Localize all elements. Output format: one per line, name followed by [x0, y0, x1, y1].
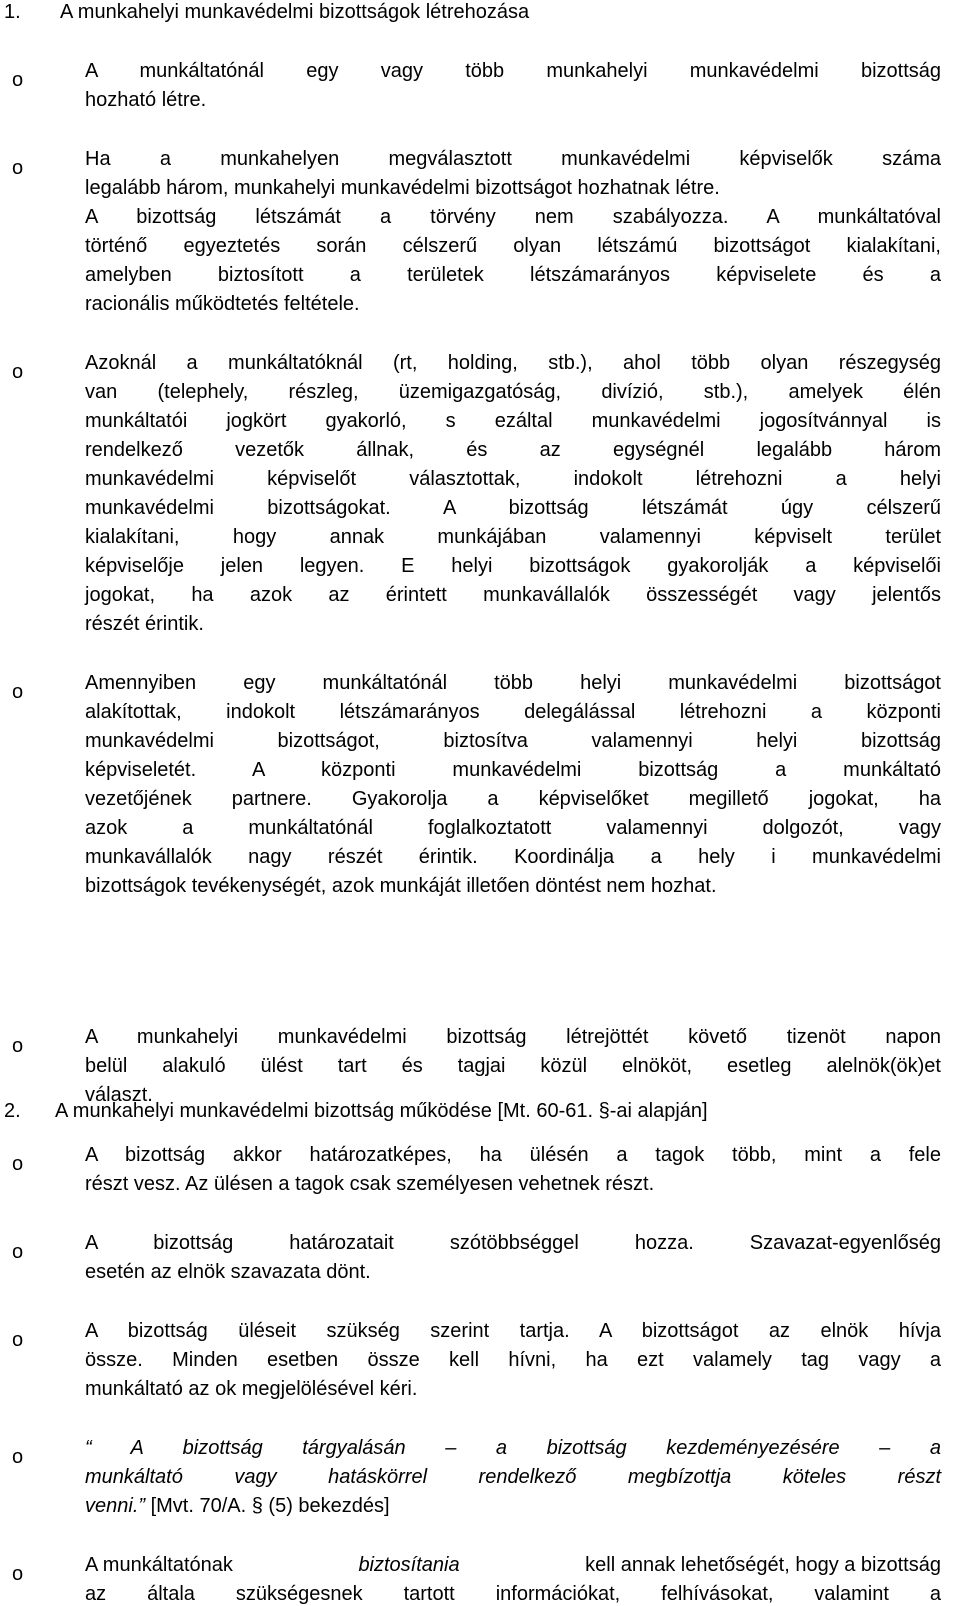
section-title: A munkahelyi munkavédelmi bizottság működése [Mt. 60-61. §-ai alapján] — [55, 1100, 708, 1122]
paragraph-line: belül alakuló ülést tart és tagjai közül elnököt, esetleg alelnök(ök)et — [85, 1055, 941, 1077]
quote-line: “ A bizottság tárgyalásán – a bizottság kezdeményezésére – a — [85, 1437, 941, 1459]
paragraph-line: A bizottság akkor határozatképes, ha ülésén a tagok több, mint a fele — [85, 1144, 941, 1166]
paragraph-line: képviselője jelen legyen. E helyi bizottságok gyakorolják a képviselői — [85, 555, 941, 577]
quote-end-line — [85, 1494, 941, 1518]
paragraph-line: A bizottság létszámát a törvény nem szabályozza. A munkáltatóval — [85, 206, 941, 228]
paragraph-line: részét érintik. — [85, 613, 204, 635]
paragraph-line: rendelkező vezetők állnak, és az egységnél legalább három — [85, 439, 941, 461]
paragraph-line: bizottságok tevékenységét, azok munkáját illetően döntést nem hozhat. — [85, 875, 717, 897]
paragraph-line: történő egyeztetés során célszerű olyan létszámú bizottságot kialakítani, — [85, 235, 941, 257]
paragraph-line: részt vesz. Az ülésen a tagok csak személyesen vehetnek részt. — [85, 1173, 655, 1195]
paragraph-line: munkavállalók nagy részét érintik. Koordinálja a hely i munkavédelmi — [85, 846, 941, 868]
paragraph-line: munkáltató az ok megjelölésével kéri. — [85, 1378, 418, 1400]
bullet-marker: o — [12, 157, 24, 179]
paragraph-line: A munkáltatónál egy vagy több munkahelyi munkavédelmi bizottság — [85, 60, 941, 82]
paragraph-line: amelyben biztosított a területek létszámarányos képviselete és a — [85, 264, 941, 286]
paragraph-line: racionális működtetés feltétele. — [85, 293, 360, 315]
paragraph-line: esetén az elnök szavazata dönt. — [85, 1261, 371, 1283]
paragraph-line: Ha a munkahelyen megválasztott munkavédelmi képviselők száma — [85, 148, 941, 170]
paragraph-line: A munkahelyi munkavédelmi bizottság létrejöttét követő tizenöt napon — [85, 1026, 941, 1048]
paragraph-line: össze. Minden esetben össze kell hívni, ha ezt valamely tag vagy a — [85, 1349, 941, 1371]
paragraph-line: A bizottság határozatait szótöbbséggel hozza. Szavazat-egyenlőség — [85, 1232, 941, 1254]
section-number: 2. — [4, 1100, 21, 1122]
bullet-marker: o — [12, 1563, 24, 1585]
legal-reference: [Mvt. 70/A. § (5) bekezdés] — [150, 1495, 390, 1517]
bullet-marker: o — [12, 1329, 24, 1351]
section-title: A munkahelyi munkavédelmi bizottságok létrehozása — [60, 1, 530, 23]
bullet-marker: o — [12, 1446, 24, 1468]
paragraph-line: A bizottság üléseit szükség szerint tartja. A bizottságot az elnök hívja — [85, 1320, 941, 1342]
paragraph-line: jogokat, ha azok az érintett munkavállalók összességét vagy jelentős — [85, 584, 941, 606]
paragraph-line: kialakítani, hogy annak munkájában valamennyi képviselt terület — [85, 526, 941, 548]
paragraph-line: képviseletét. A központi munkavédelmi bizottság a munkáltató — [85, 759, 941, 781]
paragraph-line: munkavédelmi bizottságot, biztosítva valamennyi helyi bizottság — [85, 730, 941, 752]
bullet-marker: o — [12, 681, 24, 703]
text-fragment: A munkáltatónak — [85, 1554, 233, 1576]
bullet-marker: o — [12, 1153, 24, 1175]
paragraph-line: az általa szükségesnek tartott információkat, felhívásokat, valamint a — [85, 1583, 941, 1605]
paragraph-line: vezetőjének partnere. Gyakorolja a képviselőket megillető jogokat, ha — [85, 788, 941, 810]
emphasis-word: biztosítania — [358, 1554, 460, 1576]
paragraph-line: legalább három, munkahelyi munkavédelmi bizottságot hozhatnak létre. — [85, 177, 720, 199]
paragraph-line: választ. — [85, 1084, 153, 1106]
text-fragment: kell annak lehetőségét, hogy a bizottság — [585, 1554, 941, 1576]
paragraph-line: Amennyiben egy munkáltatónál több helyi munkavédelmi bizottságot — [85, 672, 941, 694]
bullet-marker: o — [12, 361, 24, 383]
bullet-marker: o — [12, 69, 24, 91]
paragraph-line: van (telephely, részleg, üzemigazgatóság, divízió, stb.), amelyek élén — [85, 381, 941, 403]
paragraph-line — [85, 1553, 941, 1577]
bullet-marker: o — [12, 1241, 24, 1263]
paragraph-line: Azoknál a munkáltatóknál (rt, holding, stb.), ahol több olyan részegység — [85, 352, 941, 374]
quote-end: venni.” — [85, 1495, 146, 1517]
paragraph-line: munkáltatói jogkört gyakorló, s ezáltal munkavédelmi jogosítvánnyal is — [85, 410, 941, 432]
paragraph-line: munkavédelmi képviselőt választottak, indokolt létrehozni a helyi — [85, 468, 941, 490]
section-number: 1. — [4, 1, 21, 23]
paragraph-line: munkavédelmi bizottságokat. A bizottság létszámát úgy célszerű — [85, 497, 941, 519]
paragraph-line: azok a munkáltatónál foglalkoztatott valamennyi dolgozót, vagy — [85, 817, 941, 839]
quote-line: munkáltató vagy hatáskörrel rendelkező megbízottja köteles részt — [85, 1466, 941, 1488]
paragraph-line: alakítottak, indokolt létszámarányos delegálással létrehozni a központi — [85, 701, 941, 723]
paragraph-line: hozható létre. — [85, 89, 207, 111]
bullet-marker: o — [12, 1035, 24, 1057]
